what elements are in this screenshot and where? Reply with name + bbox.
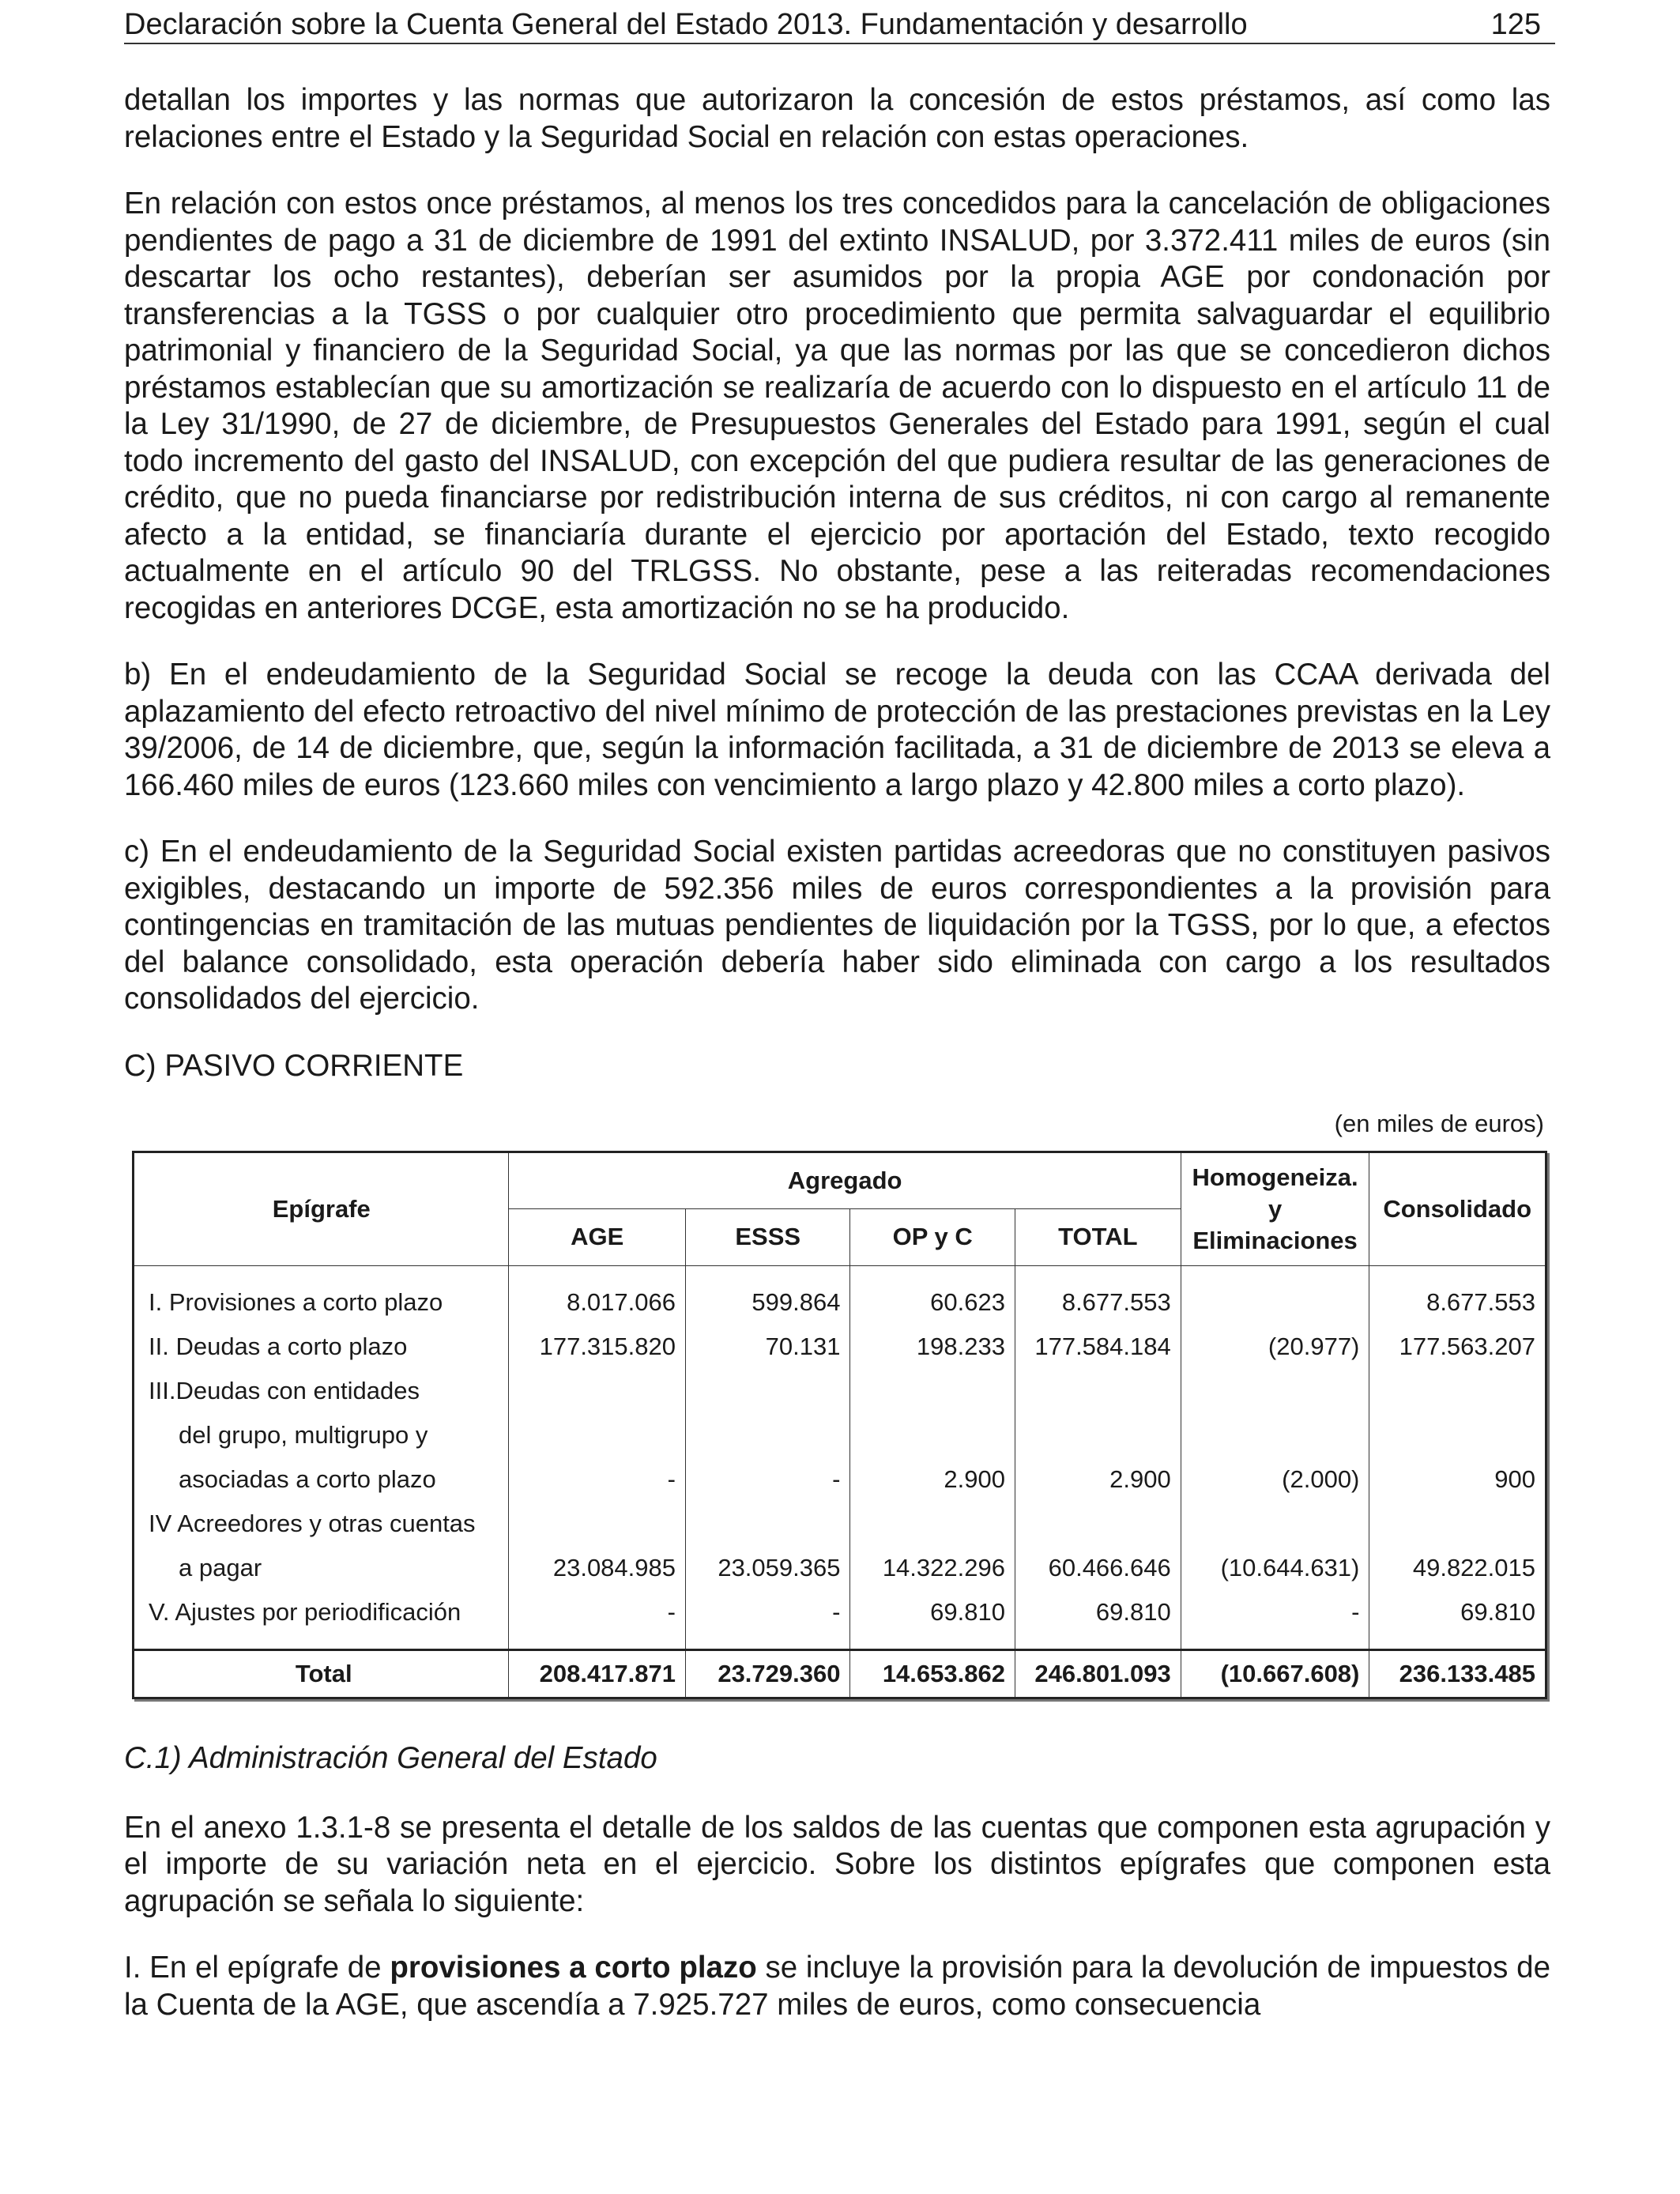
cell-total: 177.584.184: [1015, 1325, 1181, 1369]
total-label: Total: [134, 1649, 509, 1698]
cell-total: 69.810: [1015, 1590, 1181, 1634]
paragraph-6-bold: provisiones a corto plazo: [390, 1951, 757, 1985]
table-units: (en miles de euros): [1334, 1109, 1544, 1137]
header-esss: ESSS: [686, 1208, 850, 1265]
cell-age: 8.017.066: [509, 1280, 686, 1325]
cell-esss: 599.864: [686, 1280, 850, 1325]
row-label: IV Acreedores y otras cuentas: [134, 1502, 509, 1546]
paragraph-6-start: I. En el epígrafe de: [124, 1951, 390, 1985]
cell-esss: -: [686, 1457, 850, 1502]
row-label: II. Deudas a corto plazo: [134, 1325, 509, 1369]
table-row: [134, 1457, 1546, 1502]
table-row: [134, 1546, 1546, 1590]
paragraph-1: detallan los importes y las normas que autorizaron la concesión de estos préstamos, así como las relaciones entre el Estado y la Seguridad Social en relación con estas operaciones.: [124, 83, 1550, 154]
row-label: III.Deudas con entidades: [134, 1369, 509, 1413]
header-total: TOTAL: [1015, 1208, 1181, 1265]
section-heading-pasivo: C) PASIVO CORRIENTE: [124, 1048, 464, 1083]
cell-esss: 70.131: [686, 1325, 850, 1369]
header-homogeneizacion: [1181, 1152, 1369, 1265]
cell-homog: (10.644.631): [1181, 1546, 1369, 1590]
total-opyc: 14.653.862: [850, 1649, 1015, 1698]
cell-esss: -: [686, 1590, 850, 1634]
cell-opyc: 2.900: [850, 1457, 1015, 1502]
total-row: [134, 1649, 1546, 1698]
row-label: I. Provisiones a corto plazo: [134, 1280, 509, 1325]
cell-age: -: [509, 1590, 686, 1634]
header-epigrafe: Epígrafe: [134, 1152, 509, 1265]
total-esss: 23.729.360: [686, 1649, 850, 1698]
header-homog-line3: Eliminaciones: [1192, 1226, 1358, 1254]
header-consolidado: Consolidado: [1369, 1152, 1546, 1265]
cell-opyc: 60.623: [850, 1280, 1015, 1325]
pasivo-corriente-table: [132, 1151, 1547, 1699]
cell-esss: 23.059.365: [686, 1546, 850, 1590]
header-agregado: Agregado: [509, 1152, 1181, 1208]
header-opyc: OP y C: [850, 1208, 1015, 1265]
table-row: [134, 1369, 1546, 1413]
cell-consol: 177.563.207: [1369, 1325, 1546, 1369]
total-age: 208.417.871: [509, 1649, 686, 1698]
page-header: [124, 6, 1555, 44]
cell-opyc: 69.810: [850, 1590, 1015, 1634]
cell-total: 8.677.553: [1015, 1280, 1181, 1325]
row-label: a pagar: [179, 1553, 262, 1581]
cell-consol: 8.677.553: [1369, 1280, 1546, 1325]
section-heading-age: C.1) Administración General del Estado: [124, 1740, 657, 1775]
table-row: [134, 1413, 1546, 1457]
running-title: Declaración sobre la Cuenta General del Estado 2013. Fundamentación y desarrollo: [124, 8, 1248, 41]
cell-age: -: [509, 1457, 686, 1502]
total-consol: 236.133.485: [1369, 1649, 1546, 1698]
cell-consol: 900: [1369, 1457, 1546, 1502]
paragraph-6: [124, 1950, 1550, 2023]
cell-age: 177.315.820: [509, 1325, 686, 1369]
paragraph-3: b) En el endeudamiento de la Seguridad Social se recoge la deuda con las CCAA derivada del aplazamiento del efecto retroactivo del nivel mínimo de protección de las prestaciones previstas en la Ley 39/2006, de 14 de diciembre, que, según la información facilitada, a 31 de diciembre de 2013 se eleva a 166.460 miles de euros (123.660 miles con vencimiento a largo plazo y 42.800 miles a corto plazo).: [124, 658, 1550, 802]
table-row: [134, 1590, 1546, 1634]
cell-consol: 69.810: [1369, 1590, 1546, 1634]
table-row: [134, 1325, 1546, 1369]
cell-homog: (2.000): [1181, 1457, 1369, 1502]
total-total: 246.801.093: [1015, 1649, 1181, 1698]
cell-consol: 49.822.015: [1369, 1546, 1546, 1590]
header-homog-line1: Homogeneiza.: [1192, 1163, 1358, 1191]
paragraph-2: En relación con estos once préstamos, al menos los tres concedidos para la cancelación de obligaciones pendientes de pago a 31 de diciembre de 1991 del extinto INSALUD, por 3.372.411 miles de euros (sin descartar los ocho restantes), deberían ser asumidos por la propia AGE por condonación por transferencias a la TGSS o por cualquier otro procedimiento que permita salvaguardar el equilibrio patrimonial y financiero de la Seguridad Social, ya que las normas por las que se concedieron dichos préstamos establecían que su amortización se realizaría de acuerdo con lo dispuesto en el artículo 11 de la Ley 31/1990, de 27 de diciembre, de Presupuestos Generales del Estado para 1991, según el cual todo incremento del gasto del INSALUD, con excepción del que pudiera resultar de las generaciones de crédito, que no pueda financiarse por redistribución interna de sus créditos, ni con cargo al remanente afecto a la entidad, se financiaría durante el ejercicio por aportación del Estado, texto recogido actualmente en el artículo 90 del TRLGSS. No obstante, pese a las reiteradas recomendaciones recogidas en anteriores DCGE, esta amortización no se ha producido.: [124, 187, 1550, 625]
cell-opyc: 14.322.296: [850, 1546, 1015, 1590]
paragraph-4: c) En el endeudamiento de la Seguridad Social existen partidas acreedoras que no constituyen pasivos exigibles, destacando un importe de 592.356 miles de euros correspondientes a la provisión para contingencias en tramitación de las mutuas pendientes de liquidación por la TGSS, por lo que, a efectos del balance consolidado, esta operación debería haber sido eliminada con cargo a los resultados consolidados del ejercicio.: [124, 835, 1550, 1016]
table-row: [134, 1280, 1546, 1325]
paragraph-5: En el anexo 1.3.1-8 se presenta el detalle de los saldos de las cuentas que componen esta agrupación y el importe de su variación neta en el ejercicio. Sobre los distintos epígrafes que componen esta agrupación se señala lo siguiente:: [124, 1810, 1550, 1918]
page-number: 125: [1490, 8, 1541, 41]
header-age: AGE: [509, 1208, 686, 1265]
header-homog-line2: y: [1268, 1194, 1283, 1223]
paragraph-6-end: se incluye la provisión para la devolución de impuestos de la Cuenta de la AGE, que ascendía a 7.925.727 miles de euros, como consecuencia: [124, 1951, 1550, 2022]
row-label: del grupo, multigrupo y: [179, 1420, 428, 1449]
cell-homog: (20.977): [1181, 1325, 1369, 1369]
row-label: asociadas a corto plazo: [179, 1465, 436, 1493]
cell-total: 2.900: [1015, 1457, 1181, 1502]
cell-total: 60.466.646: [1015, 1546, 1181, 1590]
table-row: [134, 1502, 1546, 1546]
cell-homog: [1181, 1280, 1369, 1325]
cell-age: 23.084.985: [509, 1546, 686, 1590]
cell-homog: -: [1181, 1590, 1369, 1634]
total-homog: (10.667.608): [1181, 1649, 1369, 1698]
cell-opyc: 198.233: [850, 1325, 1015, 1369]
page-content: [124, 82, 1550, 2053]
row-label: V. Ajustes por periodificación: [134, 1590, 509, 1634]
